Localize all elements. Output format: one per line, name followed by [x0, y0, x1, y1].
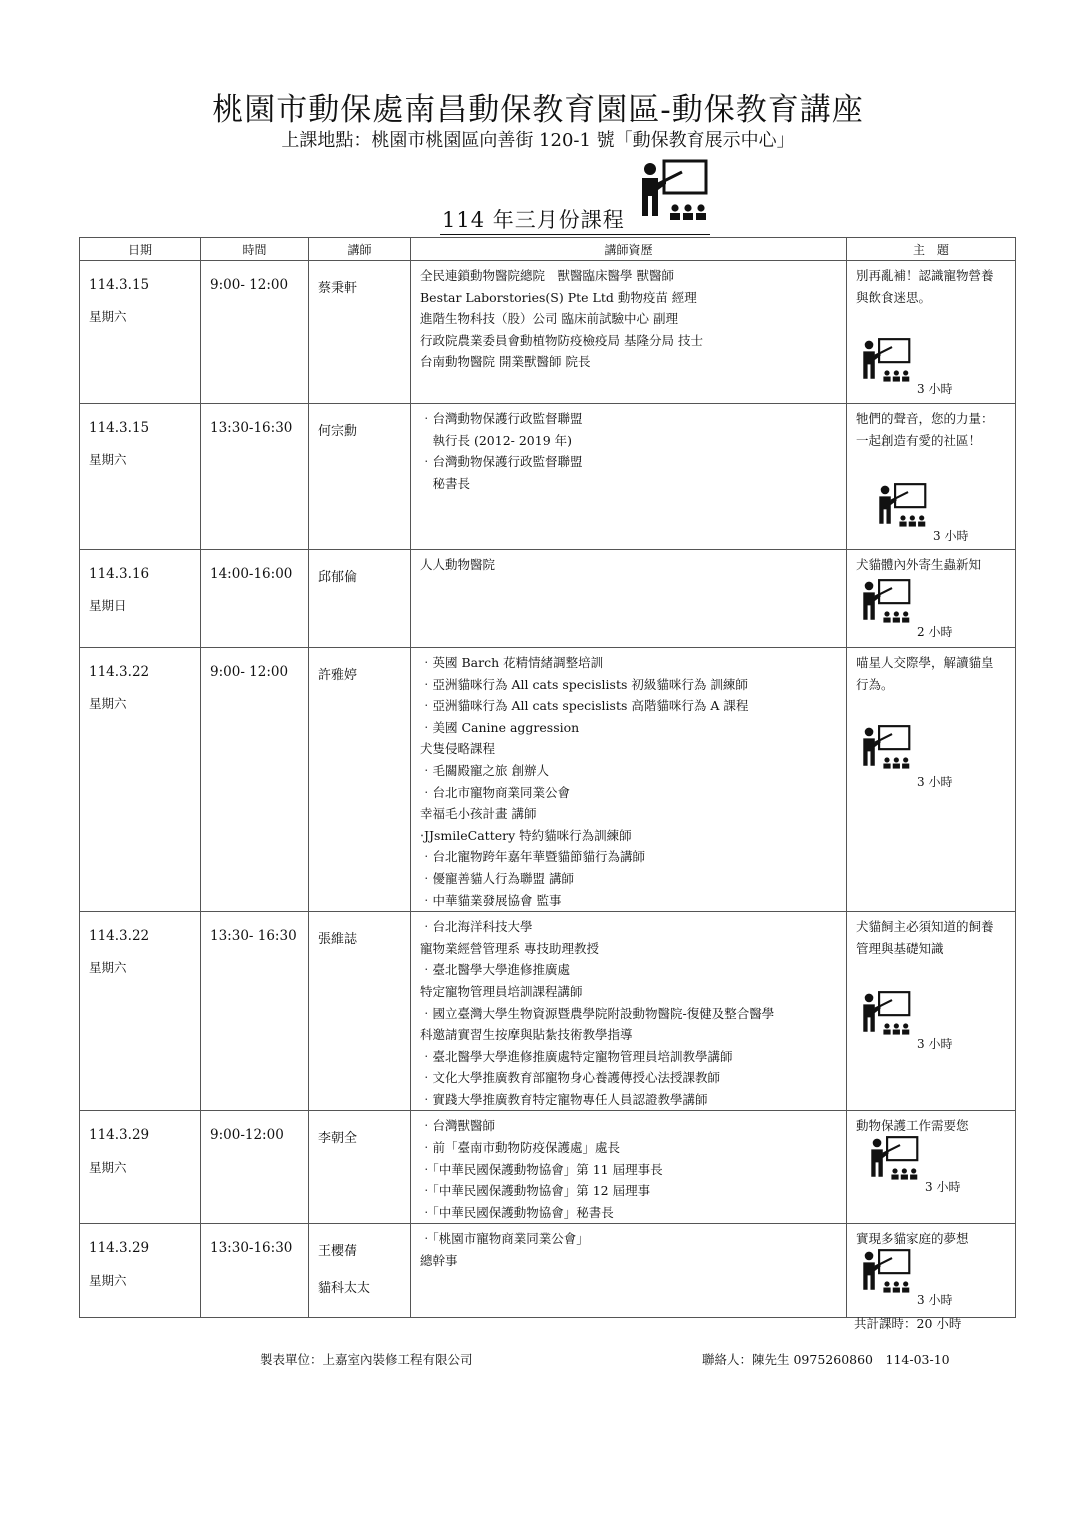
cv-line: ‧台北寵物跨年嘉年華暨貓節貓行為講師 [420, 849, 646, 865]
cv-line: ‧「中華民國保護動物協會」第 12 屆理事 [420, 1183, 651, 1199]
cv-line: ‧台灣動物保護行政監督聯盟 [420, 454, 583, 470]
table-row [80, 912, 1016, 1111]
footer-contact: 聯絡人：陳先生 0975260860 114-03-10 [702, 1352, 950, 1367]
cv-line: ‧美國 Canine aggression [420, 719, 580, 735]
cv-line: ‧英國 Barch 花精情緒調整培訓 [420, 655, 604, 670]
date: 114.3.16 [89, 566, 150, 582]
topic-text: 實現多貓家庭的夢想 [856, 1231, 969, 1247]
topic-cell [847, 1111, 1016, 1224]
time: 14:00-16:00 [210, 566, 293, 582]
time-cell [201, 1224, 309, 1318]
teacher-alias: 貓科太太 [318, 1281, 371, 1297]
time: 13:30-16:30 [210, 1240, 293, 1257]
cv-line: 人人動物醫院 [420, 557, 496, 572]
cv-line: ‧前「臺南市動物防疫保護處」處長 [420, 1140, 621, 1156]
topic-cell [847, 1224, 1016, 1318]
cv-cell [411, 550, 847, 648]
teacher-cell [309, 648, 411, 912]
cv-line: ‧「桃園市寵物商業同業公會」 [420, 1231, 589, 1247]
cv-line: ‧亞洲貓咪行為 All cats specislists 高階貓咪行為 A 課程 [420, 698, 749, 714]
cv-line: ‧實踐大學推廣教育特定寵物專任人員認證教學講師 [420, 1091, 708, 1107]
course-table [79, 237, 1016, 1318]
cv-line: ‧國立臺灣大學生物資源暨農學院附設動物醫院-復健及整合醫學 [420, 1005, 775, 1021]
weekday: 星期六 [89, 1272, 127, 1288]
cv-cell [411, 648, 847, 912]
cv-line: 特定寵物管理員培訓課程講師 [420, 983, 583, 999]
cv-line: 秘書長 [420, 475, 471, 491]
date: 114.3.22 [89, 928, 150, 945]
table-row [80, 404, 1016, 550]
time: 13:30- 16:30 [210, 928, 297, 945]
weekday: 星期六 [89, 696, 127, 712]
time: 9:00-12:00 [210, 1127, 284, 1144]
teacher-name: 王櫻蒨 [318, 1244, 358, 1260]
cv-line: ‧文化大學推廣教育部寵物身心養護傳授心法授課教師 [420, 1070, 721, 1086]
teacher-cell [309, 404, 411, 550]
course-hours: 3 小時 [925, 1180, 961, 1195]
cv-line: 行政院農業委員會動植物防疫檢疫局 基隆分局 技士 [420, 332, 703, 348]
date-cell [80, 550, 201, 648]
teacher-cell [309, 1111, 411, 1224]
time-cell [201, 261, 309, 404]
topic-cell [847, 404, 1016, 550]
teacher-presentation-icon [859, 990, 915, 1043]
course-hours: 3 小時 [917, 382, 953, 396]
teacher-cell [309, 261, 411, 404]
time-cell [201, 648, 309, 912]
teacher-presentation-icon [867, 1135, 923, 1188]
cv-line: 總幹事 [420, 1253, 458, 1269]
time-cell [201, 404, 309, 550]
page-title: 桃園市動保處南昌動保教育園區-動保教育講座 [212, 92, 864, 128]
cv-line: ‧臺北醫學大學進修推廣處 [420, 962, 571, 978]
cv-line: ‧「中華民國保護動物協會」秘書長 [420, 1204, 614, 1220]
topic-text: 犬貓飼主必須知道的飼養管理與基礎知識 [856, 919, 994, 956]
cv-cell [411, 1111, 847, 1224]
table-row [80, 261, 1016, 404]
header-topic: 主 題 [847, 238, 1016, 261]
teacher-cell [309, 912, 411, 1111]
topic-text: 喵星人交際學，解讀貓皇行為。 [856, 655, 994, 692]
teacher-name: 蔡秉軒 [318, 281, 358, 296]
course-hours: 3 小時 [917, 1037, 953, 1052]
cv-line: ‧優寵善貓人行為聯盟 講師 [420, 870, 574, 886]
date: 114.3.29 [89, 1127, 150, 1144]
weekday: 星期六 [89, 309, 127, 325]
date-cell [80, 1111, 201, 1224]
cv-cell [411, 404, 847, 550]
cv-line: ‧亞洲貓咪行為 All cats specislists 初級貓咪行為 訓練師 [420, 676, 748, 692]
teacher-name: 何宗勳 [318, 424, 358, 439]
weekday: 星期六 [89, 1159, 127, 1175]
month-heading: 114 年三月份課程 [440, 204, 710, 235]
time-cell [201, 1111, 309, 1224]
cv-line: 犬隻侵略課程 [420, 741, 496, 757]
cv-line: 台南動物醫院 開業獸醫師 院長 [420, 354, 591, 370]
teacher-presentation-icon [859, 724, 915, 777]
weekday: 星期六 [89, 452, 127, 468]
topic-text: 動物保護工作需要您 [856, 1118, 969, 1134]
cv-line: 全民連鎖動物醫院總院 獸醫臨床醫學 獸醫師 [420, 268, 674, 283]
table-row [80, 648, 1016, 912]
teacher-presentation-icon [859, 337, 915, 390]
cv-line: ‧JJsmileCattery 特約貓咪行為訓練師 [420, 827, 632, 843]
course-hours: 3 小時 [917, 775, 953, 789]
teacher-name: 許雅婷 [318, 668, 358, 683]
cv-line: ‧「中華民國保護動物協會」第 11 屆理事長 [420, 1161, 663, 1177]
teacher-name: 張維誌 [318, 932, 358, 948]
cv-line: 科邀請實習生按摩與貼紮技術教學指導 [420, 1027, 633, 1043]
time: 9:00- 12:00 [210, 277, 289, 293]
teacher-cell [309, 1224, 411, 1318]
cv-line: 執行長 (2012- 2019 年) [420, 432, 573, 448]
cv-line: 進階生物科技（股）公司 臨床前試驗中心 副理 [420, 311, 678, 327]
topic-text: 別再亂補！認識寵物營養與飲食迷思。 [856, 268, 994, 305]
table-row [80, 550, 1016, 648]
teacher-name: 邱郁倫 [318, 570, 358, 585]
cv-cell [411, 261, 847, 404]
cv-line: ‧台北海洋科技大學 [420, 919, 533, 935]
weekday: 星期日 [89, 598, 127, 614]
course-hours: 2 小時 [917, 625, 953, 639]
cv-line: ‧毛關殿寵之旅 創辦人 [420, 762, 549, 778]
cv-cell [411, 912, 847, 1111]
cv-line: ‧台灣獸醫師 [420, 1118, 496, 1134]
teacher-cell [309, 550, 411, 648]
date-cell [80, 912, 201, 1111]
course-hours: 3 小時 [933, 529, 969, 543]
footer-maker: 製表單位：上嘉室內裝修工程有限公司 [260, 1352, 473, 1367]
cv-line: 寵物業經營管理系 專技助理教授 [420, 940, 599, 956]
header-teacher: 講師 [309, 238, 411, 261]
date: 114.3.15 [89, 420, 150, 436]
topic-cell [847, 912, 1016, 1111]
date: 114.3.29 [89, 1240, 150, 1257]
header-date: 日期 [80, 238, 201, 261]
total-hours: 共計課時：20 小時 [854, 1316, 962, 1331]
header-time: 時間 [201, 238, 309, 261]
weekday: 星期六 [89, 960, 127, 976]
date-cell [80, 648, 201, 912]
cv-line: 幸福毛小孩計畫 講師 [420, 806, 537, 822]
time-cell [201, 912, 309, 1111]
topic-text: 犬貓體內外寄生蟲新知 [856, 557, 982, 572]
date-cell [80, 1224, 201, 1318]
topic-cell [847, 648, 1016, 912]
teacher-presentation-icon [875, 482, 931, 535]
date-cell [80, 404, 201, 550]
time: 13:30-16:30 [210, 420, 293, 436]
header-cv: 講師資歷 [411, 238, 847, 261]
date: 114.3.15 [89, 277, 150, 293]
cv-line: ‧台灣動物保護行政監督聯盟 [420, 411, 583, 426]
date-cell [80, 261, 201, 404]
location-subtitle: 上課地點：桃園市桃園區向善街 120-1 號「動保教育展示中心」 [281, 130, 795, 151]
date: 114.3.22 [89, 664, 150, 680]
table-header-row [80, 238, 1016, 261]
cv-cell [411, 1224, 847, 1318]
cv-line: ‧中華貓業發展協會 監事 [420, 892, 562, 908]
table-row [80, 1224, 1016, 1318]
topic-text: 牠們的聲音，您的力量：一起創造有愛的社區！ [856, 411, 994, 448]
topic-cell [847, 550, 1016, 648]
teacher-presentation-icon [859, 578, 915, 631]
course-hours: 3 小時 [917, 1293, 953, 1308]
teacher-presentation-icon [859, 1248, 915, 1301]
time: 9:00- 12:00 [210, 664, 289, 680]
cv-line: ‧台北市寵物商業同業公會 [420, 784, 571, 800]
cv-line: ‧臺北醫學大學進修推廣處特定寵物管理員培訓教學講師 [420, 1048, 733, 1064]
teacher-name: 李朝全 [318, 1131, 358, 1147]
topic-cell [847, 261, 1016, 404]
cv-line: Bestar Laborstories(S) Pte Ltd 動物疫苗 經理 [420, 289, 697, 305]
time-cell [201, 550, 309, 648]
table-row [80, 1111, 1016, 1224]
